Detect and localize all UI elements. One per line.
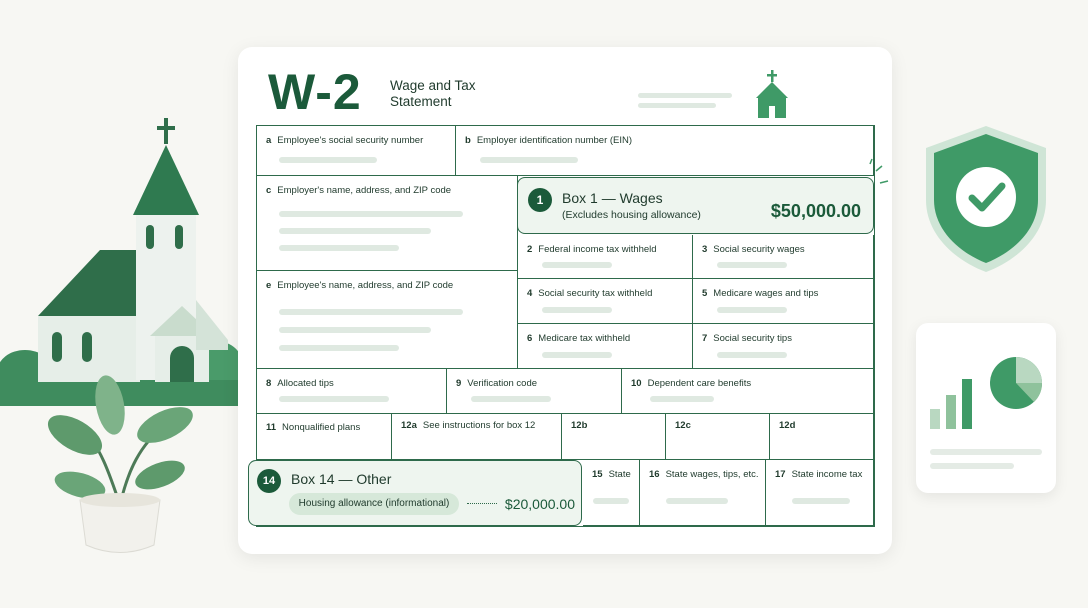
small-church-icon [752,70,792,120]
box-14-title: Box 14 — Other [291,471,392,487]
box-3-label: Social security wages [713,244,805,255]
box-1-wages-highlight[interactable] [517,177,874,234]
box-b[interactable]: b Employer identification number (EIN) [456,126,874,176]
box-9-label: Verification code [467,378,538,389]
church-illustration [0,110,240,410]
box-2[interactable]: 2 Federal income tax withheld [518,235,693,279]
box-8[interactable]: 8 Allocated tips [257,369,447,414]
box-17-label: State income tax [791,469,863,480]
box-5-label: Medicare wages and tips [713,288,819,299]
box-12a[interactable]: 12a See instructions for box 12 [392,414,562,460]
potted-plant-illustration [40,375,200,560]
box-12d[interactable]: 12d [770,414,874,460]
box-12a-label: See instructions for box 12 [422,420,536,431]
box-7[interactable]: 7 Social security tips [693,324,874,369]
box-1-badge: 1 [528,188,552,212]
box-2-label: Federal income tax withheld [538,244,657,255]
leader-dots [467,503,497,504]
box-a[interactable]: a Employee's social security number [257,126,456,176]
box-5[interactable]: 5 Medicare wages and tips [693,279,874,324]
box-c-label: Employer's name, address, and ZIP code [277,185,452,196]
box-12c[interactable]: 12c [666,414,770,460]
spark-icon [866,158,896,188]
box-7-label: Social security tips [713,333,792,344]
box-1-title: Box 1 — Wages [562,190,663,206]
form-title: W-2 [268,64,362,120]
box-1-note: (Excludes housing allowance) [562,209,701,221]
box-a-label: Employee's social security number [277,135,424,146]
header-placeholder-line [638,103,716,108]
box-10-label: Dependent care benefits [647,378,752,389]
box-12b[interactable]: 12b [562,414,666,460]
box-14-other-highlight[interactable] [248,460,582,526]
box-8-label: Allocated tips [277,378,334,389]
box-c[interactable]: c Employer's name, address, and ZIP code [257,176,518,271]
box-11[interactable]: 11 Nonqualified plans [257,414,392,460]
box-15-label: State [608,469,631,480]
box-10[interactable]: 10 Dependent care benefits [622,369,874,414]
box-1-amount: $50,000.00 [770,201,861,221]
chart-card-art [916,323,1056,493]
box-15[interactable]: 15 State [583,460,640,526]
box-4[interactable]: 4 Social security tax withheld [518,279,693,324]
chart-card-icon [916,323,1056,493]
box-14-badge: 14 [257,469,281,493]
housing-allowance-pill: Housing allowance (informational) [289,493,459,515]
box-e-label: Employee's name, address, and ZIP code [277,280,454,291]
box-6-label: Medicare tax withheld [538,333,631,344]
shield-check-icon [918,122,1054,277]
box-16[interactable]: 16 State wages, tips, etc. [640,460,766,526]
header-placeholder-line [638,93,732,98]
box-b-label: Employer identification number (EIN) [476,135,633,146]
box-4-label: Social security tax withheld [538,288,653,299]
box-9[interactable]: 9 Verification code [447,369,622,414]
box-14-amount: $20,000.00 [504,496,575,512]
box-6[interactable]: 6 Medicare tax withheld [518,324,693,369]
box-e[interactable]: e Employee's name, address, and ZIP code [257,271,518,369]
box-11-label: Nonqualified plans [282,422,361,433]
form-subtitle: Wage and Tax Statement [390,78,476,109]
box-3[interactable]: 3 Social security wages [693,235,874,279]
box-16-label: State wages, tips, etc. [665,469,759,480]
box-17[interactable]: 17 State income tax [766,460,874,526]
